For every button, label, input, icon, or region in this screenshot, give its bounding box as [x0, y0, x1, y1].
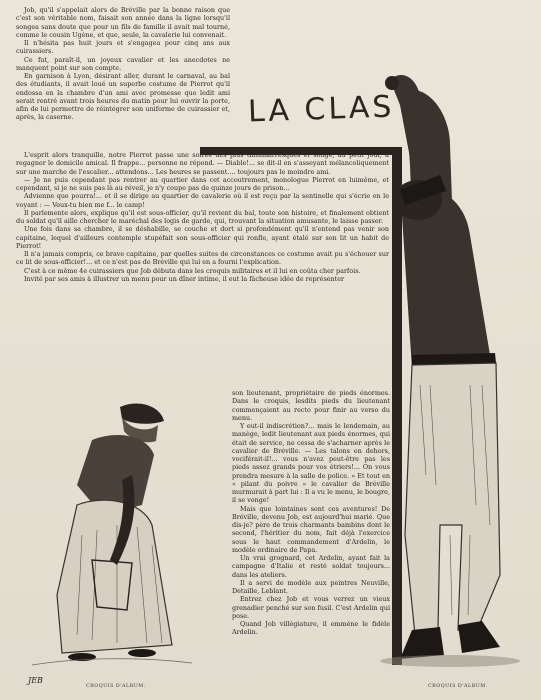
text-column-wide	[16, 151, 389, 283]
paragraph: Mais que lointaines sont ces aventures! De Bréville, devenu Job, est aujourd'hui marié. Que dis-je? père de trois charmants bambins dont le second, l'héritier du nom, fait déjà l'exercice sous le haut commandement d'Ardelin, le modèle ordinaire de Papa.	[232, 504, 390, 554]
caption-right: CROQUIS D'ALBUM.	[428, 684, 488, 689]
paragraph: Invité par ses amis à illustrer un menu pour un dîner intime, il eut la fâcheuse idée de représenter	[24, 274, 345, 283]
board-chalk-text: LA CLAS	[247, 89, 395, 130]
caption-left: CROQUIS D'ALBUM.	[86, 684, 146, 689]
paragraph: Entrez chez Job et vous verrez un vieux grenadier penché sur son fusil. C'est Ardelin qui pose.	[232, 595, 390, 620]
paragraph: C'est à ce même 4e cuirassiers que Job débuta dans les croquis militaires et il lui en coûta cher parfois.	[24, 266, 361, 275]
paragraph: Quand Job villégiature, il emmène le fidèle Ardelin.	[232, 620, 390, 637]
text-column-right	[232, 389, 390, 637]
paragraph: Job, qu'il s'appelait alors de Bréville par la bonne raison que c'est son véritable nom, faisait son année dans la ligne lorsqu'il songea sans doute que pour un fils de famille il avait mal tourné, comme le cousin Ugène, et que, seule, la cavalerie lui convenait.	[16, 6, 230, 39]
paragraph: Y eut-il indiscrétion?... mais le lendemain, au manège, ledit lieutenant aux pieds énormes, qui était de service, ne cessa de s'acharner après le cavalier de Bréville. — Les talons en dehors, vociférait-il!... vous n'avez peut-être pas les pieds assez grands pour vos étriers!... On vous prendra mesure à la salle de police. » Et tout en « pilant du poivre » le cavalier de Bréville murmurait à part lui : Il a vu le menu, le bougre, il se venge!	[232, 422, 390, 505]
paragraph: Une fois dans sa chambre, il se déshabille, se couche et dort si profondément qu'il n'entend pas venir son capitaine, lequel d'ailleurs contemple stupéfait son sous-officier qui ronfle, ayant étalé sur son lit un habit de Pierrot!	[16, 225, 389, 250]
paragraph: son lieutenant, propriétaire de pieds énormes. Dans le croquis, lesdits pieds du lieutenant commençaient au recto pour finir au verso du menu.	[232, 389, 390, 422]
paragraph: Il parlemente alors, explique qu'il est sous-officier, qu'il revient du bal, toute son histoire, et finalement obtient du soldat qu'il aille chercher le maréchal des logis de garde, qui, trouvant la situation amusante, le laisse passer.	[16, 208, 389, 225]
paragraph: Il n'hésita pas huit jours et s'engagea pour cinq ans aux cuirassiers.	[16, 39, 230, 56]
paragraph: Il a servi de modèle aux peintres Neuville, Detaille, Leblant.	[232, 578, 390, 595]
text-column-top	[16, 6, 230, 122]
paragraph: Ce fut, paraît-il, un joyeux cavalier et les anecdotes ne manquent point sur son compte.	[16, 55, 230, 72]
old-woman-illustration	[22, 395, 197, 685]
artist-signature: JEB	[28, 676, 43, 685]
paragraph: Un vrai grognard, cet Ardelin, ayant fait la campagne d'Italie et resté soldat toujours... dans les ateliers.	[232, 554, 390, 579]
paragraph: L'esprit alors tranquille, notre Pierrot passe une soirée des plus tintamarresques et songe, au petit jour, à regagner le domicile amical. Il frappe... personne ne répond. — Diable!... se dit-il en s'asseyant mélancoliquement sur une marche de l'escalier... attendons... Les heures se passent.... toujours pas le moindre ami.	[16, 151, 389, 176]
paragraph: Advienne que pourra!... et il se dirige au quartier de cavalerie où il est reçu par la sentinelle qui s'écrie en le voyant : — Veux-tu bien me f... le camp!	[16, 192, 389, 209]
paragraph: En garnison à Lyon, désirant aller, durant le carnaval, au bal des étudiants, il avait loué un superbe costume de Pierrot qu'il endossa en la chambre d'un ami avec promesse que ledit ami serait rentré avant trois heures du matin pour lui ouvrir la porte, afin de lui permettre de réintégrer son uniforme de cuirassier et, après, la caserne.	[16, 72, 230, 122]
paragraph: Il n'a jamais compris, ce brave capitaine, par quelles suites de circonstances ce costume avait pu s'échouer sur ce lit de sous-officier!... et ce n'est pas de Bréville qui lui en a fourni l'explication.	[16, 250, 389, 267]
paragraph: — Je ne puis cependant pas rentrer au quartier dans cet accoutrement, monologue Pierrot en luimême, et cependant, si je ne suis pas là au réveil, je n'y coupe pas de quinze jours de prison...	[16, 175, 389, 192]
